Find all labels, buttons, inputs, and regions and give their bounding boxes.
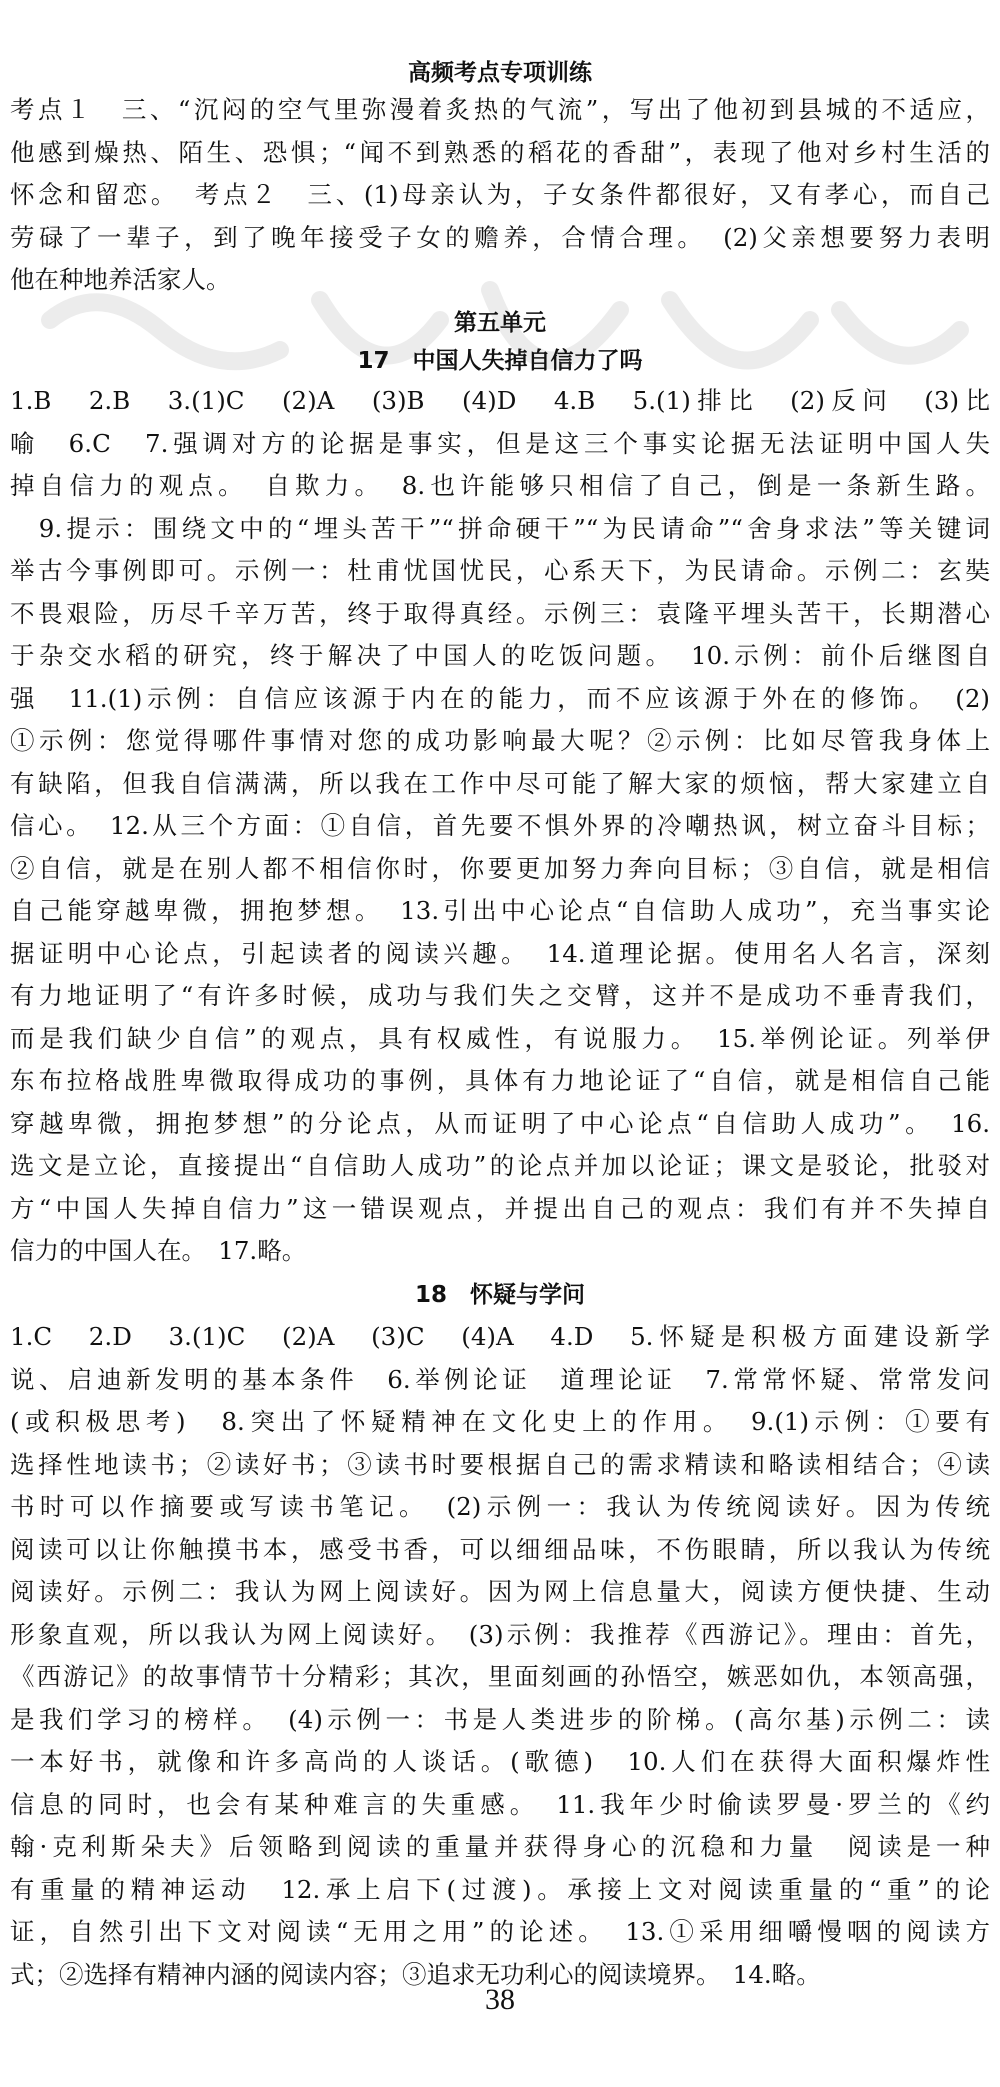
page-number: 38 <box>485 1983 515 2016</box>
section-heading-high-frequency: 高频考点专项训练 <box>408 60 592 86</box>
answer-line: 形象直观，所以我认为网上阅读好。 (3)示例：我推荐《西游记》。理由：首先， <box>10 1619 990 1649</box>
lesson-heading-17: 17 中国人失掉自信力了吗 <box>357 348 643 374</box>
answer-line: 掉自信力的观点。 自欺力。 8.也许能够只相信了自己，倒是一条新生路。 <box>10 471 990 500</box>
answer-line: 喻 6.C 7.强调对方的论据是事实，但是这三个事实论据无法证明中国人失 <box>10 428 990 458</box>
answer-line: ①示例：您觉得哪件事情对您的成功影响最大呢？②示例：比如尽管我身体上 <box>10 726 990 755</box>
answer-line: 穿越卑微，拥抱梦想”的分论点，从而证明了中心论点“自信助人成功”。 16. <box>10 1108 990 1138</box>
answer-line: 举古今事例即可。示例一：杜甫忧国忧民，心系天下，为民请命。示例二：玄奘 <box>10 556 990 585</box>
answer-line: 自己能穿越卑微，拥抱梦想。 13.引出中心论点“自信助人成功”，充当事实论 <box>10 896 990 925</box>
answer-line: 证，自然引出下文对阅读“无用之用”的论述。 13.①采用细嚼慢咽的阅读方 <box>10 1917 990 1946</box>
answer-line: 书时可以作摘要或写读书笔记。 (2)示例一：我认为传统阅读好。因为传统 <box>10 1492 990 1521</box>
answer-line: (或积极思考) 8.突出了怀疑精神在文化史上的作用。 9.(1)示例：①要有 <box>10 1407 990 1436</box>
answer-line: 有力地证明了“有许多时候，成功与我们失之交臂，这并不是成功不垂青我们， <box>10 981 990 1010</box>
answer-line: 是我们学习的榜样。 (4)示例一：书是人类进步的阶梯。(高尔基)示例二：读 <box>10 1704 990 1734</box>
answer-line: 劳碌了一辈子，到了晚年接受子女的赡养，合情合理。 (2)父亲想要努力表明 <box>10 222 990 252</box>
answer-line: 9.提示：围绕文中的“埋头苦干”“拼命硬干”“为民请命”“舍身求法”等关键词 <box>10 513 990 543</box>
answer-line: 考点１ 三、“沉闷的空气里弥漫着炙热的气流”，写出了他初到县城的不适应， <box>10 95 990 124</box>
answer-block-high-frequency <box>10 89 990 302</box>
answer-line: 1.C 2.D 3.(1)C (2)A (3)C (4)A 4.D 5.怀疑是积极方面建设新学 <box>10 1322 990 1351</box>
answer-line: 不畏艰险，历尽千辛万苦，终于取得真经。示例三：袁隆平埋头苦干，长期潜心 <box>10 598 990 628</box>
answer-line: 有重量的精神运动 12.承上启下(过渡)。承接上文对阅读重量的“重”的论 <box>10 1874 990 1904</box>
answer-block-17 <box>10 380 990 1273</box>
answer-line: 一本好书，就像和许多高尚的人谈话。(歌德) 10.人们在获得大面积爆炸性 <box>10 1747 990 1776</box>
answer-line: 信息的同时，也会有某种难言的失重感。 11.我年少时偷读罗曼·罗兰的《约 <box>10 1789 990 1819</box>
answer-line: 他感到燥热、陌生、恐惧；“闻不到熟悉的稻花的香甜”，表现了他对乡村生活的 <box>10 137 990 167</box>
answer-line: 有缺陷，但我自信满满，所以我在工作中尽可能了解大家的烦恼，帮大家建立自 <box>10 768 990 798</box>
answer-line: 阅读好。示例二：我认为网上阅读好。因为网上信息量大，阅读方便快捷、生动 <box>10 1577 990 1606</box>
answer-line: 强 11.(1)示例：自信应该源于内在的能力，而不应该源于外在的修饰。 (2) <box>10 683 990 713</box>
lesson-heading-18: 18 怀疑与学问 <box>414 1282 585 1308</box>
answer-line: 1.B 2.B 3.(1)C (2)A (3)B (4)D 4.B 5.(1)排比 (2)反问 (3)比 <box>10 386 990 415</box>
answer-line: 东布拉格战胜卑微取得成功的事例，具体有力地论证了“自信，就是相信自己能 <box>10 1066 990 1095</box>
answer-line: 式；②选择有精神内涵的阅读内容；③追求无功利心的阅读境界。 14.略。 <box>10 1959 821 1989</box>
answer-line: ②自信，就是在别人都不相信你时，你要更加努力奔向目标；③自信，就是相信 <box>10 853 990 883</box>
unit-heading: 第五单元 <box>454 310 546 336</box>
answer-line: 《西游记》的故事情节十分精彩；其次，里面刻画的孙悟空，嫉恶如仇，本领高强， <box>10 1662 990 1691</box>
answer-line: 而是我们缺少自信”的观点，具有权威性，有说服力。 15.举例论证。列举伊 <box>10 1023 990 1053</box>
answer-line: 阅读可以让你触摸书本，感受书香，可以细细品味，不伤眼睛，所以我认为传统 <box>10 1534 990 1564</box>
answer-line: 翰·克利斯朵夫》后领略到阅读的重量并获得身心的沉稳和力量 阅读是一种 <box>10 1832 990 1861</box>
answer-line: 选文是立论，直接提出“自信助人成功”的论点并加以论证；课文是驳论，批驳对 <box>10 1151 990 1180</box>
answer-line: 据证明中心论点，引起读者的阅读兴趣。 14.道理论据。使用名人名言，深刻 <box>10 938 990 968</box>
answer-line: 说、启迪新发明的基本条件 6.举例论证 道理论证 7.常常怀疑、常常发问 <box>10 1364 990 1394</box>
answer-line: 方“中国人失掉自信力”这一错误观点，并提出自己的观点：我们有并不失掉自 <box>10 1193 990 1223</box>
answer-block-18 <box>10 1316 990 1996</box>
answer-line: 于杂交水稻的研究，终于解决了中国人的吃饭问题。 10.示例：前仆后继图自 <box>10 641 990 670</box>
answer-line: 他在种地养活家人。 <box>10 265 231 294</box>
answer-line: 信心。 12.从三个方面：①自信，首先要不惧外界的冷嘲热讽，树立奋斗目标； <box>10 811 990 840</box>
answer-line: 信力的中国人在。 17.略。 <box>10 1236 307 1265</box>
answer-line: 怀念和留恋。 考点２ 三、(1)母亲认为，子女条件都很好，又有孝心，而自己 <box>10 180 990 209</box>
answer-line: 选择性地读书；②读好书；③读书时要根据自己的需求精读和略读相结合；④读 <box>10 1449 990 1479</box>
